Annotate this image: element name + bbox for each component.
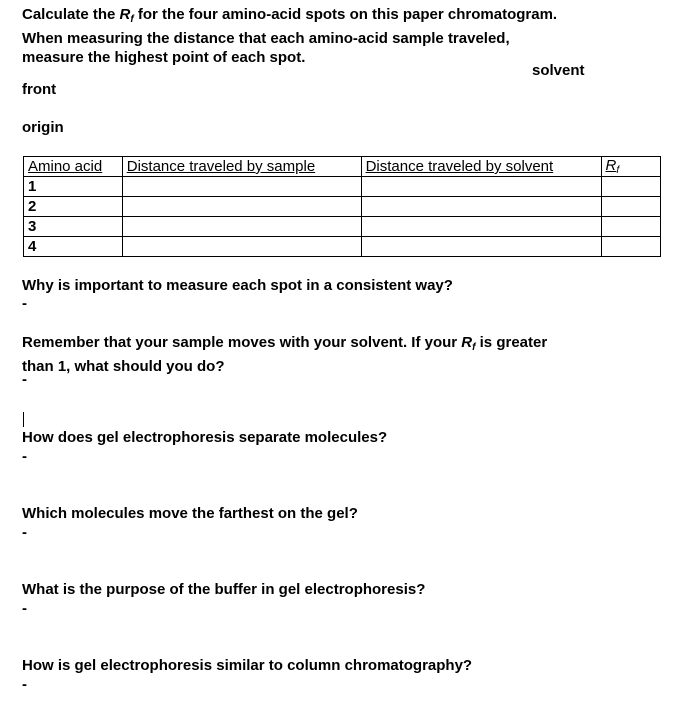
question-4: Which molecules move the farthest on the gel? (22, 505, 358, 522)
intro-line-2: When measuring the distance that each amino-acid sample traveled, (22, 30, 510, 47)
sample-distance-cell[interactable] (122, 177, 361, 197)
rf-cell[interactable] (601, 237, 660, 257)
rf-symbol (461, 334, 475, 351)
question-5: What is the purpose of the buffer in gel electrophoresis? (22, 581, 426, 598)
row-number: 3 (24, 217, 123, 237)
question-2-start: Remember that your sample moves with your solvent. If your (22, 334, 462, 351)
rf-symbol (120, 6, 134, 23)
table-row (24, 197, 661, 217)
sample-distance-cell[interactable] (122, 197, 361, 217)
header-solvent-distance: Distance traveled by solvent (361, 157, 601, 177)
header-rf-f: f (616, 165, 620, 176)
rf-r: R (461, 334, 473, 351)
solvent-label: solvent (532, 62, 585, 79)
table-header-row (24, 157, 661, 177)
front-label: front (22, 81, 57, 98)
question-2-line-2: than 1, what should you do? (22, 358, 225, 375)
table-row (24, 217, 661, 237)
row-number: 1 (24, 177, 123, 197)
answer-5-dash[interactable]: - (22, 600, 27, 617)
answer-2-dash[interactable]: - (22, 371, 27, 388)
answer-6-dash[interactable]: - (22, 676, 27, 693)
question-2 (22, 333, 547, 376)
rf-cell[interactable] (601, 217, 660, 237)
intro-instructions (22, 5, 642, 67)
question-1: Why is important to measure each spot in a consistent way? (22, 277, 453, 294)
sample-distance-cell[interactable] (122, 237, 361, 257)
table-row (24, 237, 661, 257)
question-6: How is gel electrophoresis similar to column chromatography? (22, 657, 473, 674)
rf-r: R (119, 6, 131, 23)
intro-line-1-start: Calculate the (22, 6, 120, 23)
solvent-distance-cell[interactable] (361, 197, 601, 217)
question-2-end: is greater (475, 334, 548, 351)
header-sample-distance: Distance traveled by sample (122, 157, 361, 177)
answer-1-dash[interactable]: - (22, 295, 27, 312)
rf-cell[interactable] (601, 197, 660, 217)
answer-4-dash[interactable]: - (22, 524, 27, 541)
intro-line-3: measure the highest point of each spot. (22, 49, 306, 66)
intro-line-1-end: for the four amino-acid spots on this paper chromatogram. (133, 6, 558, 23)
rf-f-subscript: f (130, 14, 134, 25)
header-rf-r: R (605, 157, 617, 174)
solvent-distance-cell[interactable] (361, 177, 601, 197)
answer-3-dash[interactable]: - (22, 448, 27, 465)
origin-label: origin (22, 119, 64, 136)
rf-f-subscript: f (472, 342, 476, 353)
rf-data-table (23, 156, 661, 257)
row-number: 4 (24, 237, 123, 257)
table-row (24, 177, 661, 197)
solvent-distance-cell[interactable] (361, 237, 601, 257)
rf-cell[interactable] (601, 177, 660, 197)
text-cursor[interactable] (23, 412, 24, 427)
sample-distance-cell[interactable] (122, 217, 361, 237)
solvent-distance-cell[interactable] (361, 217, 601, 237)
intro-line-1 (22, 5, 642, 29)
question-2-line-1 (22, 333, 547, 357)
header-amino-acid: Amino acid (24, 157, 123, 177)
header-rf (601, 157, 660, 177)
question-3: How does gel electrophoresis separate molecules? (22, 429, 388, 446)
row-number: 2 (24, 197, 123, 217)
